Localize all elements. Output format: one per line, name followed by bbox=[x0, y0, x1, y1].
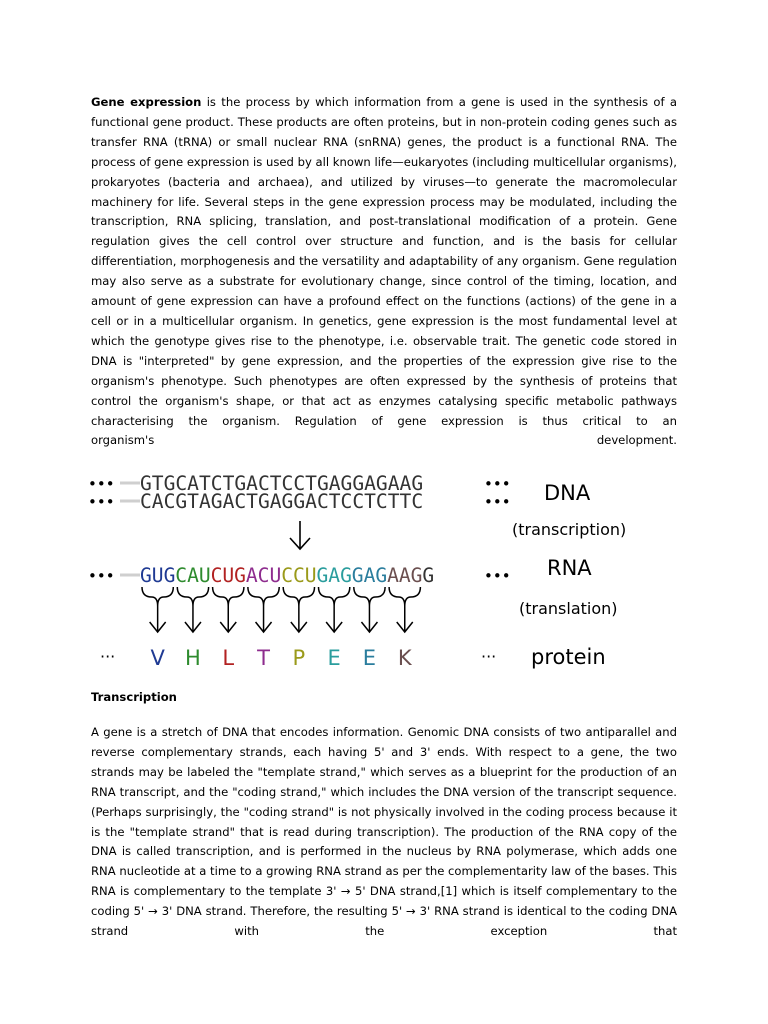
amino-acid: V bbox=[150, 646, 165, 670]
rna-codon: CCU bbox=[281, 564, 317, 587]
transcription-paragraph: A gene is a stretch of DNA that encodes information. Genomic DNA consists of two antiparallel and reverse complementary strands, each having 5' and 3' ends. With respect to a gene, the two strands may be labeled the "template strand," which serves as a blueprint for the production of an RNA transcript, and the "coding strand," which includes the DNA version of the transcript sequence. (Perhaps surprisingly, the "coding strand" is not physically involved in the coding process because it is the "template strand" that is read during transcription). The production of the RNA copy of the DNA is called transcription, and is performed in the nucleus by RNA polymerase, which adds one RNA nucleotide at a time to a growing RNA strand as per the complementarity law of the bases. This RNA is complementary to the template 3' → 5' DNA strand,[1] which is itself complementary to the coding 5' → 3' DNA strand. Therefore, the resulting 5' → 3' RNA strand is identical to the coding DNA strand with the exception that bbox=[91, 725, 677, 939]
intro-body-text: is the process by which information from a gene is used in the synthesis of a functional gene product. These products are often proteins, but in non-protein coding genes such as transfer RNA (tRNA) or small nuclear RNA (snRNA) genes, the product is a functional RNA. The process of gene expression is used by all known life—eukaryotes (including multicellular organisms), prokaryotes (bacteria and archaea), and utilized by viruses—to generate the macromolecular machinery for life. Several steps in the gene expression process may be modulated, including the transcription, RNA splicing, translation, and post-translational modification of a protein. Gene regulation gives the cell control over structure and function, and is the basis for cellular differentiation, morphogenesis and the versatility and adaptability of any organism. Gene regulation may also serve as a substrate for evolutionary change, since control of the timing, location, and amount of gene expression can have a profound effect on the functions (actions) of the gene in a cell or in a multicellular organism. In genetics, gene expression is the most fundamental level at which the genotype gives rise to the phenotype, i.e. observable trait. The genetic code stored in DNA is "interpreted" by gene expression, and the properties of the expression give rise to the organism's phenotype. Such phenotypes are often expressed by the synthesis of proteins that control the organism's shape, or that act as enzymes catalysing specific metabolic pathways characterising the organism. Regulation of gene expression is thus critical to an bbox=[91, 95, 677, 428]
amino-acid: P bbox=[292, 646, 306, 670]
codon-braces bbox=[142, 587, 420, 632]
rna-codon: GAG bbox=[351, 564, 388, 587]
dna-top-dots-left: ••• bbox=[88, 475, 115, 493]
translation-label: (translation) bbox=[519, 599, 618, 618]
amino-acid: L bbox=[222, 646, 235, 670]
codon-brace bbox=[389, 587, 420, 606]
dna-bottom-dots-right: ••• bbox=[484, 493, 511, 511]
protein-ellipsis-right: ··· bbox=[481, 647, 497, 666]
amino-acid: H bbox=[185, 646, 201, 670]
rna-label: RNA bbox=[547, 556, 592, 580]
intro-last-word-left: organism's bbox=[91, 433, 155, 448]
rna-codon: ACU bbox=[245, 564, 282, 587]
rna-tail-base: G bbox=[422, 564, 435, 587]
dna-top-sequence: GTGCATCTGACTCCTGAGGAGAAG bbox=[140, 472, 424, 495]
dna-bottom-sequence: CACGTAGACTGAGGACTCCTCTTC bbox=[140, 490, 424, 513]
rna-codon: CUG bbox=[210, 564, 246, 587]
protein-ellipsis-left: ··· bbox=[100, 647, 116, 666]
codon-brace bbox=[213, 587, 244, 606]
codon-brace bbox=[177, 587, 208, 606]
rna-codon: GAG bbox=[316, 564, 352, 587]
dna-bottom-dots-left: ••• bbox=[88, 493, 115, 511]
codon-brace bbox=[319, 587, 350, 606]
section-heading: Transcription bbox=[91, 690, 177, 704]
rna-codon: CAU bbox=[175, 564, 211, 587]
intro-lead-term: Gene expression bbox=[91, 95, 202, 109]
amino-acid: E bbox=[362, 646, 377, 670]
amino-acid: E bbox=[327, 646, 341, 670]
rna-dots-right: ••• bbox=[484, 567, 511, 585]
rna-dots-left: ••• bbox=[88, 567, 115, 585]
amino-acid: K bbox=[397, 646, 412, 670]
rna-codon: GUG bbox=[140, 564, 176, 587]
transcription-label: (transcription) bbox=[512, 520, 627, 539]
protein-label: protein bbox=[531, 645, 606, 669]
codon-brace bbox=[283, 587, 314, 606]
codon-brace bbox=[142, 587, 173, 606]
codon-brace bbox=[248, 587, 279, 606]
rna-codon: AAG bbox=[387, 564, 423, 587]
amino-acid-sequence bbox=[150, 646, 412, 670]
codon-brace bbox=[354, 587, 385, 606]
rna-codon-sequence bbox=[140, 564, 434, 587]
intro-last-word-right: development. bbox=[596, 433, 677, 448]
transcription-arrow-icon bbox=[290, 521, 310, 549]
amino-acid: T bbox=[257, 646, 270, 670]
dna-label: DNA bbox=[544, 481, 591, 505]
dna-top-dots-right: ••• bbox=[484, 475, 511, 493]
